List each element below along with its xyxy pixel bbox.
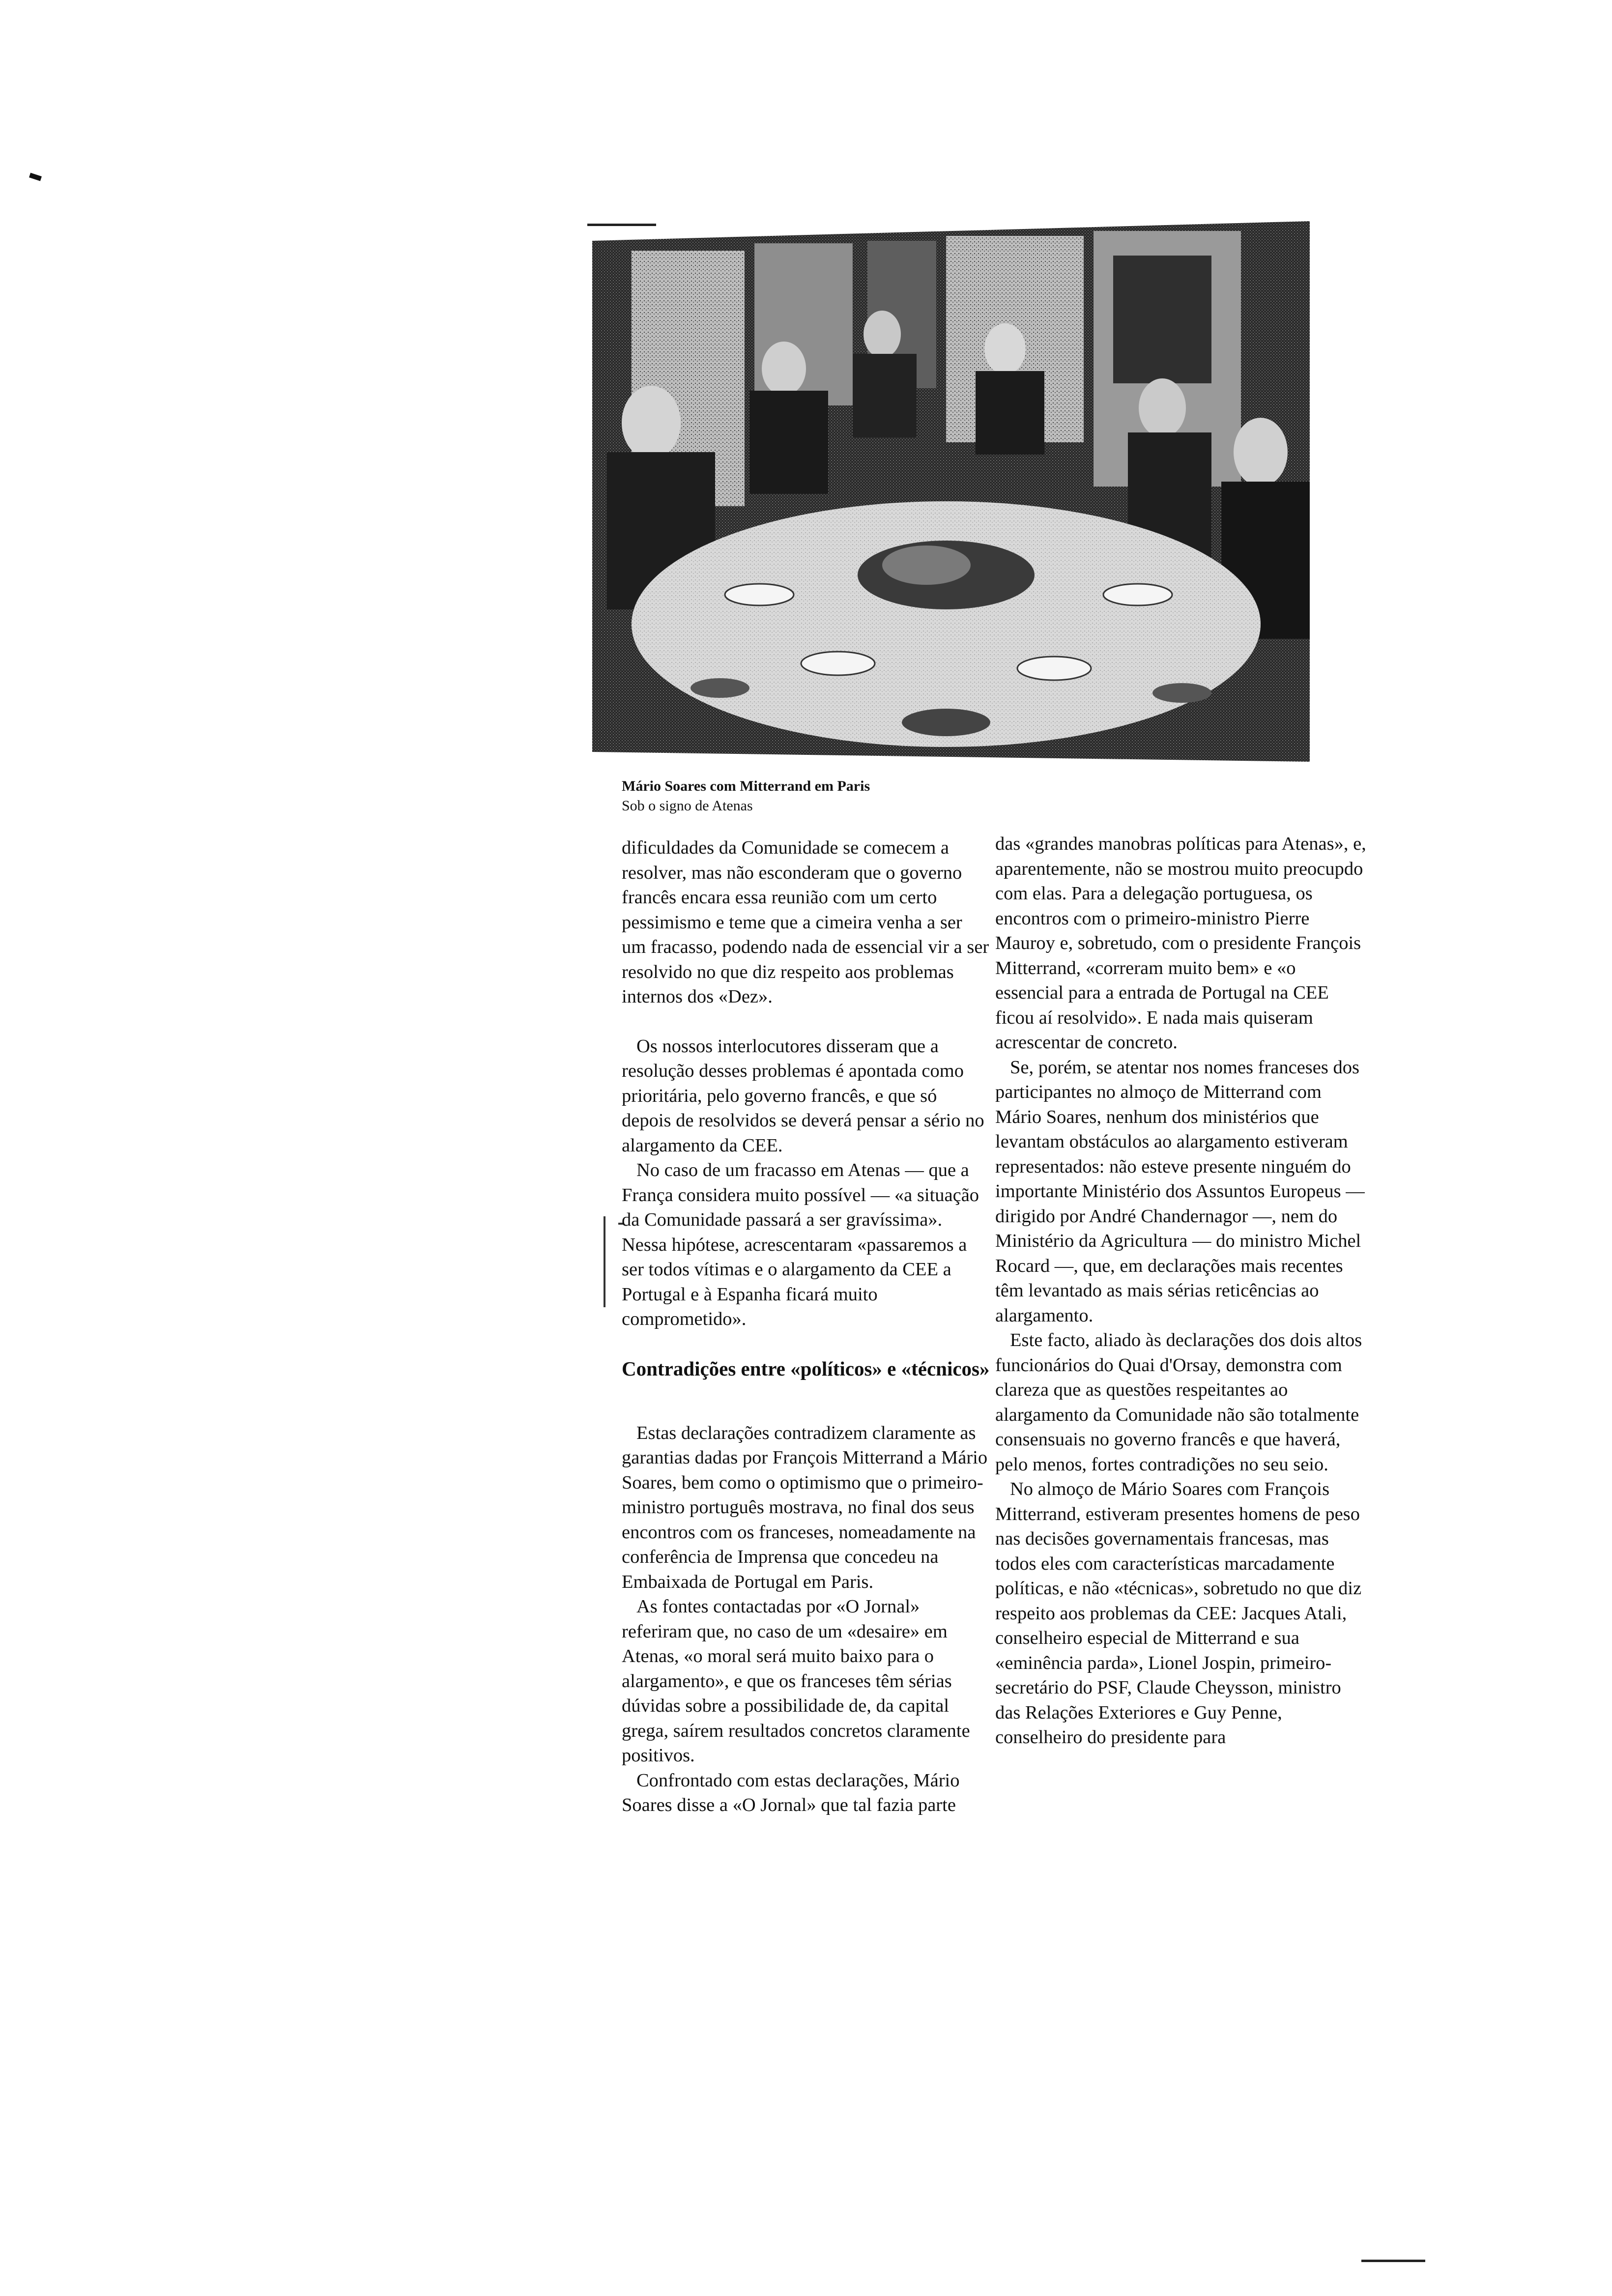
paragraph: das «grandes manobras políticas para Atenas», e, aparentemente, não se mostrou muito preocupdo com elas. Para a delegação portuguesa, os encontros com o primeiro-ministro Pierre Mauroy e, sobretudo, com o presidente François Mitterrand, «correram muito bem» e «o essencial para a entrada de Portugal na CEE ficou aí resolvido». E nada mais quiseram acrescentar de concreto. — [995, 833, 1366, 1053]
article-column-right — [995, 832, 1369, 1750]
paragraph: Este facto, aliado às declarações dos dois altos funcionários do Quai d'Orsay, demonstra com clareza que as questões respeitantes ao alargamento da Comunidade não são totalmente consensuais no governo francês e que haverá, pelo menos, fortes contradições no seu seio. — [995, 1330, 1362, 1475]
margin-bracket — [604, 1216, 605, 1307]
paragraph: dificuldades da Comunidade se comecem a resolver, mas não esconderam que o governo francês encara essa reunião com um certo pessimismo e teme que a cimeira venha a ser um fracasso, podendo nada de essencial vir a ser resolvido no que diz respeito aos problemas internos dos «Dez». — [622, 837, 989, 1007]
paragraph: No almoço de Mário Soares com François Mitterrand, estiveram presentes homens de peso nas decisões governamentais francesas, mas todos eles com características marcadamente políticas, e não «técnicas», sobretudo no que diz respeito aos problemas da CEE: Jacques Atali, conselheiro especial de Mitterrand e sua «eminência parda», Lionel Jospin, primeiro-secretário do PSF, Claude Cheysson, ministro das Relações Exteriores e Guy Penne, conselheiro do presidente para — [995, 1479, 1362, 1748]
bottom-rule — [1361, 2260, 1425, 2262]
paragraph: Os nossos interlocutores disseram que a resolução desses problemas é apontada como prioritária, pelo governo francês, e que só depois de resolvidos se deverá pensar a sério no alargamento da CEE. — [622, 1035, 984, 1156]
photo-caption — [622, 776, 870, 816]
paragraph: Estas declarações contradizem claramente as garantias dadas por François Mitterrand a Mário Soares, bem como o optimismo que o primeiro-ministro português mostrava, no final dos seus encontros com os franceses, nomeadamente na conferência de Imprensa que concedeu na Embaixada de Portugal em Paris. — [622, 1422, 988, 1592]
paragraph: No caso de um fracasso em Atenas — que a França considera muito possível — «a situação da Comunidade passará a ser gravíssima». Nessa hipótese, acrescentaram «passaremos a ser todos vítimas e o alargamento da CEE a Portugal e à Espanha ficará muito comprometido». — [622, 1160, 979, 1329]
article-column-left — [622, 835, 990, 1818]
paragraph: Confrontado com estas declarações, Mário Soares disse a «O Jornal» que tal fazia parte — [622, 1770, 960, 1815]
paragraph: As fontes contactadas por «O Jornal» referiram que, no caso de um «desaire» em Atenas, «o moral será muito baixo para o alargamento», e que os franceses têm sérias dúvidas sobre a possibilidade de, da capital grega, saírem resultados concretos claramente positivos. — [622, 1596, 970, 1766]
news-photo — [592, 221, 1310, 762]
caption-subtitle: Sob o signo de Atenas — [622, 798, 753, 814]
section-heading: Contradições entre «políticos» e «técnicos» — [622, 1357, 990, 1380]
caption-title: Mário Soares com Mitterrand em Paris — [622, 778, 870, 794]
paragraph: Se, porém, se atentar nos nomes franceses dos participantes no almoço de Mitterrand com Mário Soares, nenhum dos ministérios que levantam obstáculos ao alargamento estiveram representados: não esteve presente ninguém do importante Ministério dos Assuntos Europeus — dirigido por André Chandernagor —, nem do Ministério da Agricultura — do ministro Michel Rocard —, que, em declarações mais recentes têm levantado as mais sérias reticências ao alargamento. — [995, 1057, 1365, 1326]
scan-speck — [29, 173, 42, 181]
